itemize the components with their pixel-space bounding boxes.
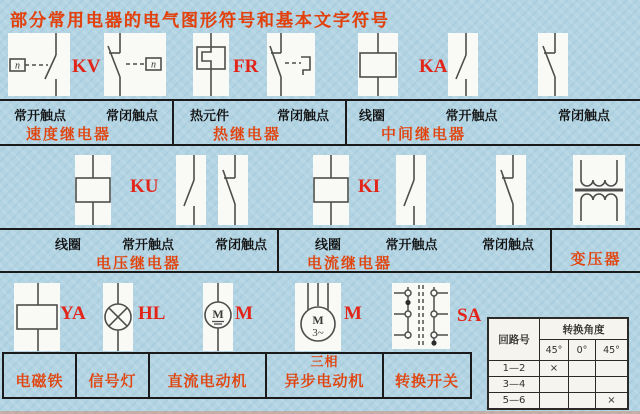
kv-box-label: n: [151, 59, 156, 71]
ya-letter-label: YA: [60, 303, 86, 324]
table-angle-col: 45°: [596, 340, 627, 361]
ya-electromagnet-symbol-icon: [14, 283, 60, 351]
sa-letter-label: SA: [457, 305, 482, 326]
device-name-line2: 异步电动机: [284, 372, 365, 390]
hl-signal-lamp-symbol-icon: [103, 283, 133, 351]
dc-motor-inner-label: M: [212, 307, 224, 321]
dc-motor-symbol-icon: [203, 283, 233, 351]
device-name: 电磁铁: [15, 372, 64, 390]
cell-transformer: [550, 230, 640, 271]
ki-coil-symbol-icon: [313, 155, 349, 225]
sublabel: 常开触点: [445, 108, 498, 124]
sublabel: 线圈: [315, 237, 342, 253]
ki-nc-contact-symbol-icon: [496, 155, 526, 225]
ki-letter-label: KI: [358, 176, 381, 197]
table-header-angle: 转换角度: [540, 319, 627, 340]
cell-three-phase-motor: [265, 354, 382, 397]
sublabel: 常开触点: [14, 108, 67, 124]
dc-motor-letter-label: M: [235, 303, 253, 324]
transformer-symbol-icon: [573, 155, 625, 225]
kv-box-label: n: [15, 60, 20, 72]
table-mark-cell: [569, 393, 596, 408]
sublabel: 线圈: [55, 237, 82, 253]
table-header-circuit: 回路号: [489, 319, 540, 361]
device-name: 直流电动机: [167, 372, 248, 390]
ka-nc-contact-symbol-icon: [538, 33, 568, 96]
sublabel: 常闭触点: [214, 237, 267, 253]
cell-voltage-relay: [0, 230, 277, 271]
device-name: 速度继电器: [25, 125, 111, 143]
sublabel: 常闭触点: [276, 108, 329, 124]
ka-no-contact-symbol-icon: [448, 33, 478, 96]
cell-thermal-relay: [172, 101, 345, 144]
ki-no-contact-symbol-icon: [396, 155, 426, 225]
row1-label-band: [0, 99, 640, 146]
fr-heater-element-symbol-icon: [193, 33, 229, 96]
cell-dc-motor: [148, 354, 265, 397]
motor-inner-phase-label: 3~: [312, 327, 324, 339]
motor-inner-label: M: [312, 313, 324, 327]
device-name: 电压继电器: [95, 254, 181, 272]
sa-changeover-switch-symbol-icon: [392, 283, 450, 349]
table-mark-cell: [596, 361, 627, 377]
sublabel: 常闭触点: [481, 237, 534, 253]
cell-current-relay: [277, 230, 550, 271]
ka-coil-symbol-icon: [358, 33, 398, 96]
sublabel: 常开触点: [385, 237, 438, 253]
cell-signal-lamp: [75, 354, 148, 397]
kv-nc-contact-symbol-icon: [104, 33, 166, 96]
table-circuit-cell: 1—2: [489, 361, 540, 377]
table-mark-cell: [569, 361, 596, 377]
sublabel: 常闭触点: [557, 108, 610, 124]
table-mark-cell: [540, 393, 569, 408]
three-phase-motor-letter-label: M: [344, 303, 362, 324]
ka-letter-label: KA: [419, 56, 448, 77]
table-angle-col: 0°: [569, 340, 596, 361]
table-mark-cell: [540, 377, 569, 393]
table-mark-cell: [596, 377, 627, 393]
row2-label-band: [0, 228, 640, 273]
device-name-line1: 三相: [310, 355, 339, 370]
ku-letter-label: KU: [130, 176, 159, 197]
sublabel: 热元件: [190, 108, 230, 124]
table-circuit-cell: 5—6: [489, 393, 540, 408]
page-title: 部分常用电器的电气图形符号和基本文字符号: [10, 11, 390, 31]
table-mark-cell: ×: [540, 361, 569, 377]
ku-nc-contact-symbol-icon: [218, 155, 248, 225]
fr-nc-contact-symbol-icon: [267, 33, 315, 96]
hl-letter-label: HL: [138, 303, 166, 324]
device-name: 信号灯: [88, 372, 137, 390]
cell-intermediate-relay: [345, 101, 640, 144]
row3-label-band: [2, 352, 472, 399]
cell-changeover-switch: [382, 354, 470, 397]
ku-coil-symbol-icon: [75, 155, 111, 225]
kv-letter-label: KV: [72, 56, 101, 77]
sublabel: 常闭触点: [105, 108, 158, 124]
ku-no-contact-symbol-icon: [176, 155, 206, 225]
three-phase-motor-symbol-icon: [295, 283, 341, 351]
cell-speed-relay: [0, 101, 172, 144]
device-name: 中间继电器: [380, 125, 466, 143]
sublabel: 线圈: [359, 108, 386, 124]
device-name: 转换开关: [394, 372, 459, 390]
table-mark-cell: ×: [607, 395, 616, 406]
sa-angle-table: [487, 317, 629, 410]
sublabel: 常开触点: [121, 237, 174, 253]
cell-electromagnet: [4, 354, 75, 397]
table-mark-cell: [569, 377, 596, 393]
fr-letter-label: FR: [233, 56, 259, 77]
device-name: 热继电器: [212, 125, 281, 143]
device-name: 变压器: [570, 250, 622, 268]
table-angle-col: 45°: [540, 340, 569, 361]
device-name: 电流继电器: [306, 254, 392, 272]
table-circuit-cell: 3—4: [489, 377, 540, 393]
kv-no-contact-symbol-icon: [8, 33, 70, 96]
